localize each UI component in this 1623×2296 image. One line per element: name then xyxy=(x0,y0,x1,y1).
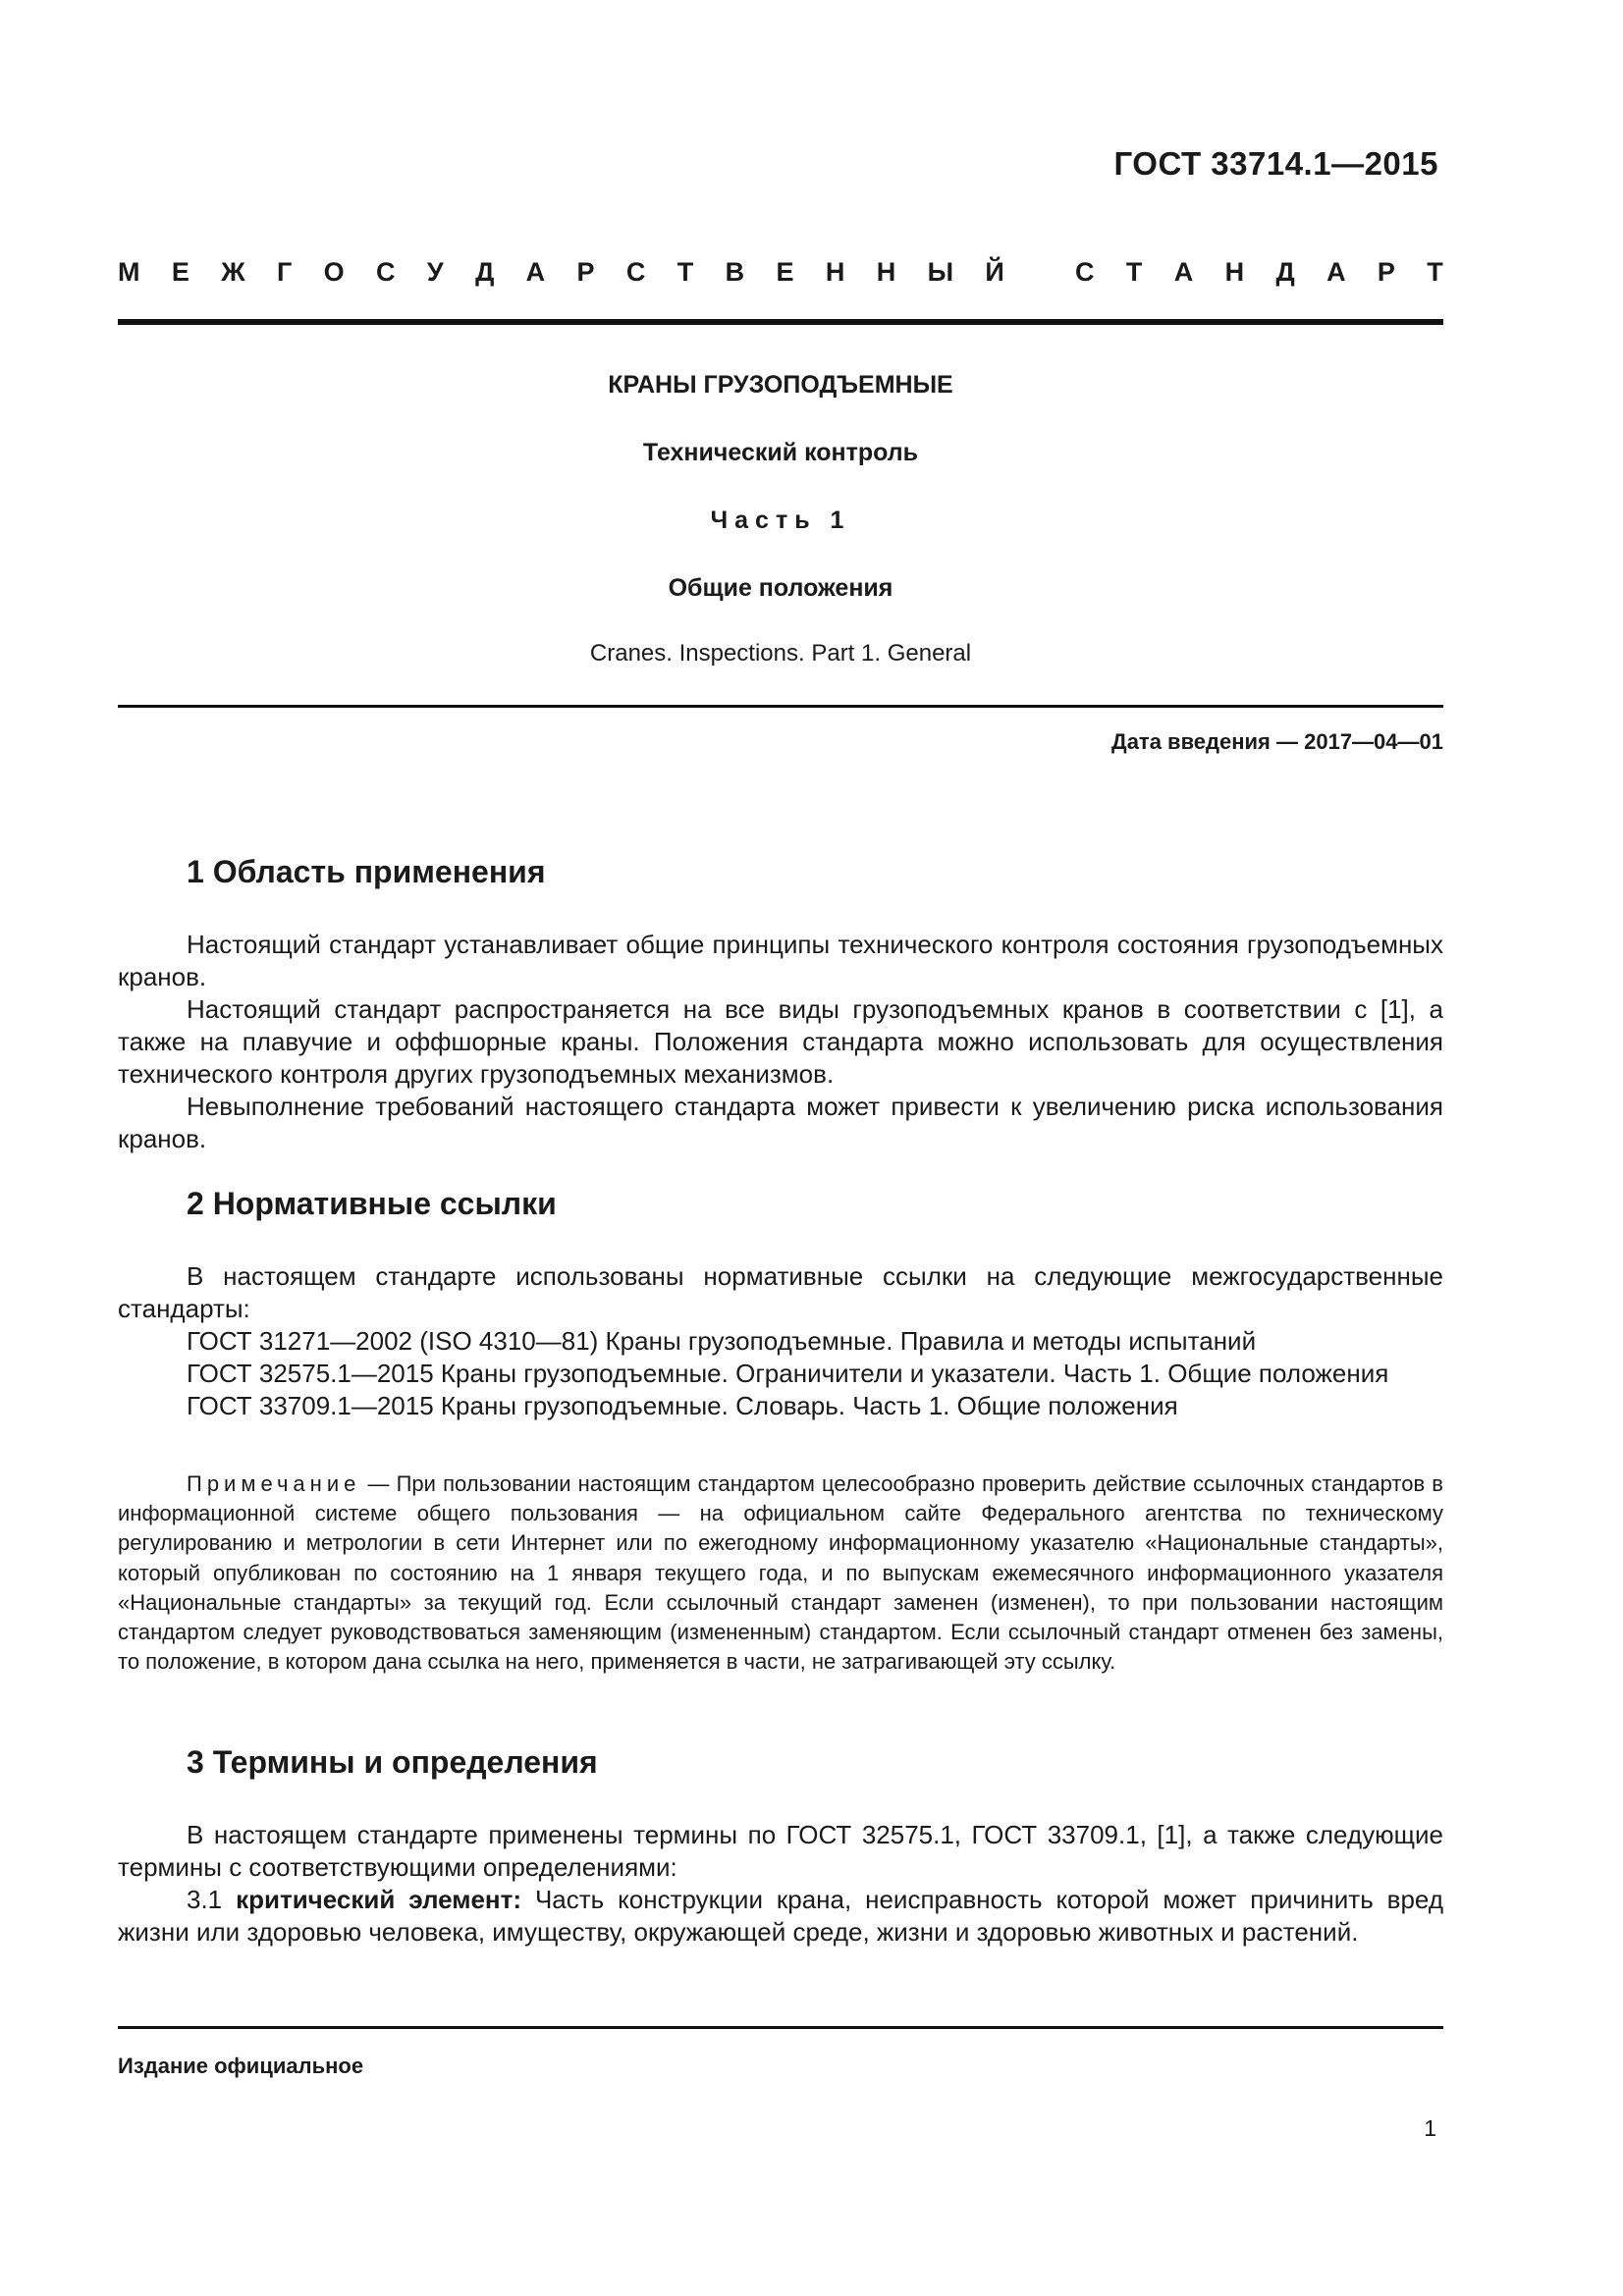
standard-type-letter: Р xyxy=(1377,257,1395,287)
title-main: КРАНЫ ГРУЗОПОДЪЕМНЫЕ xyxy=(608,371,953,399)
title-part: Часть 1 xyxy=(710,507,851,534)
term-definition xyxy=(118,1884,1443,1949)
document-id: ГОСТ 33714.1—2015 xyxy=(1113,145,1438,182)
standard-type-letter: Е xyxy=(776,257,794,287)
section-1-body xyxy=(118,929,1443,1155)
title-english: Cranes. Inspections. Part 1. General xyxy=(589,640,972,667)
standard-type-letter: М xyxy=(118,257,140,287)
standard-type-letter: Т xyxy=(1125,257,1143,287)
standard-type-letter: С xyxy=(376,257,396,287)
standard-type-letter: Ж xyxy=(221,257,245,287)
standard-type-letter: Г xyxy=(277,257,293,287)
note xyxy=(118,1469,1443,1677)
definition: Часть конструкции крана, неисправность которой может причинить вред жизни или здоровью человека, имуществу, окружающей среде, жизни и здоровью животных и растений. xyxy=(118,1885,1443,1947)
term-number: 3.1 xyxy=(187,1885,223,1914)
header-rule xyxy=(118,319,1443,325)
reference-item: ГОСТ 33709.1—2015 Краны грузоподъемные. Словарь. Часть 1. Общие положения xyxy=(187,1391,1178,1420)
standard-type-letter: Н xyxy=(876,257,896,287)
section-3-body xyxy=(118,1819,1443,1949)
standard-type-letter: Д xyxy=(1275,257,1295,287)
standard-type-letter: А xyxy=(525,257,546,287)
standard-type xyxy=(118,257,1443,288)
reference-item: ГОСТ 31271—2002 (ISO 4310—81) Краны грузоподъемные. Правила и методы испытаний xyxy=(187,1326,1257,1356)
section-2-body xyxy=(118,1260,1443,1422)
section-1-heading: 1 Область применения xyxy=(187,854,546,889)
standard-type-letter: Д xyxy=(475,257,495,287)
title-rule xyxy=(118,705,1443,708)
paragraph: Настоящий стандарт распространяется на все виды грузоподъемных кранов в соответствии с [1], а также на плавучие и оффшорные краны. Положения стандарта можно использовать для осуществления технического контроля других грузоподъемных механизмов. xyxy=(118,994,1443,1089)
note-text: — При пользовании настоящим стандартом целесообразно проверить действие ссылочных стандартов в информационной системе общего пользования — на официальном сайте Федерального агентства по техническому регулированию и метрологии в сети Интернет или по ежегодному информационному указателю «Национальные стандарты», который опубликован по состоянию на 1 января текущего года, и по выпускам ежемесячного информационного указателя «Национальные стандарты» за текущий год. Если ссылочный стандарт заменен (изменен), то при пользовании настоящим стандартом следует руководствоваться заменяющим (измененным) стандартом. Если ссылочный стандарт отменен без замены, то положение, в котором дана ссылка на него, применяется в части, не затрагивающей эту ссылку. xyxy=(118,1471,1443,1675)
reference-item: ГОСТ 32575.1—2015 Краны грузоподъемные. Ограничители и указатели. Часть 1. Общие положения xyxy=(187,1359,1389,1388)
standard-type-letter: С xyxy=(625,257,646,287)
paragraph: В настоящем стандарте использованы нормативные ссылки на следующие межгосударственные стандарты: xyxy=(118,1261,1443,1323)
paragraph: Настоящий стандарт устанавливает общие принципы технического контроля состояния грузоподъемных кранов. xyxy=(118,930,1443,991)
paragraph: Невыполнение требований настоящего стандарта может привести к увеличению риска использования кранов. xyxy=(118,1092,1443,1153)
standard-type-letter: Т xyxy=(676,257,694,287)
standard-type-letter: Н xyxy=(1224,257,1245,287)
title-part-name: Общие положения xyxy=(668,574,893,602)
footer-rule xyxy=(118,2026,1443,2029)
standard-type-letter: Т xyxy=(1427,257,1443,287)
standard-type-letter xyxy=(1036,257,1044,288)
standard-type-letter: А xyxy=(1326,257,1346,287)
standard-type-letter: Н xyxy=(825,257,845,287)
page-number: 1 xyxy=(1424,2115,1436,2141)
section-2-heading: 2 Нормативные ссылки xyxy=(187,1186,557,1221)
standard-type-letter: В xyxy=(725,257,745,287)
section-3-heading: 3 Термины и определения xyxy=(187,1744,598,1780)
standard-type-letter: Ы xyxy=(927,257,954,287)
paragraph: В настоящем стандарте применены термины по ГОСТ 32575.1, ГОСТ 33709.1, [1], а также следующие термины с соответствующими определениями: xyxy=(118,1820,1443,1882)
note-label: Примечание xyxy=(187,1471,361,1496)
standard-type-letter: Й xyxy=(985,257,1004,287)
standard-type-letter: У xyxy=(426,257,444,287)
standard-type-letter: С xyxy=(1075,257,1095,287)
standard-type-letter: Е xyxy=(171,257,189,287)
intro-date: Дата введения — 2017—04—01 xyxy=(1111,729,1443,754)
standard-type-letter: О xyxy=(323,257,345,287)
title-sub: Технический контроль xyxy=(642,439,919,466)
edition-label: Издание официальное xyxy=(118,2054,364,2078)
term: критический элемент: xyxy=(236,1885,522,1914)
standard-type-letter: А xyxy=(1173,257,1194,287)
standard-type-letter: Р xyxy=(576,257,595,287)
